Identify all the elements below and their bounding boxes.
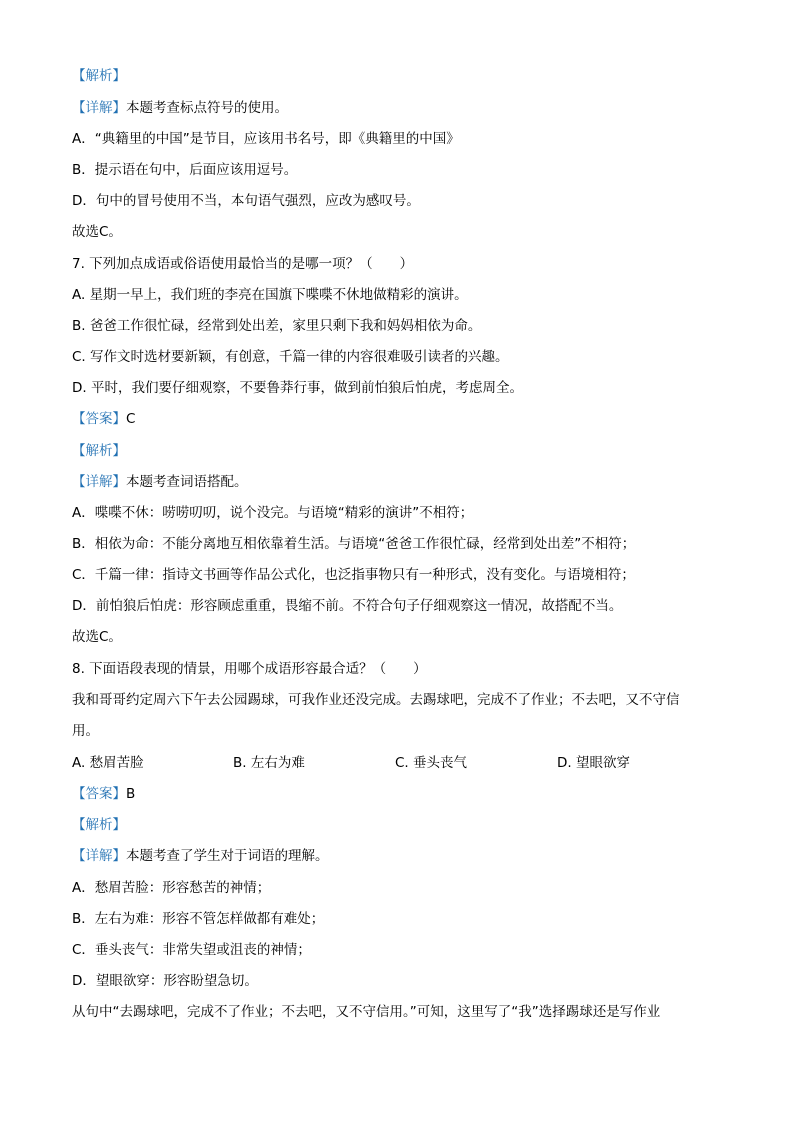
detail-line	[72, 846, 329, 866]
answer-line	[72, 784, 135, 804]
detail-label: 【详解】	[72, 100, 126, 116]
explanation-line: D．句中的冒号使用不当，本句语气强烈，应改为感叹号。	[72, 193, 420, 209]
explanation-line: C．千篇一律：指诗文书画等作品公式化，也泛指事物只有一种形式，没有变化。与语境相符；	[72, 567, 635, 583]
explanation-line: A．“典籍里的中国”是节目，应该用书名号，即《典籍里的中国》	[72, 131, 460, 147]
conclusion: 故选C。	[72, 629, 122, 645]
detail-label: 【详解】	[72, 848, 126, 864]
option-b: B. 左右为难	[233, 755, 305, 771]
conclusion: 故选C。	[72, 224, 122, 240]
answer-value: B	[126, 786, 136, 802]
option-a: A. 星期一早上，我们班的李亮在国旗下喋喋不休地做精彩的演讲。	[72, 287, 468, 303]
option-b: B. 爸爸工作很忙碌，经常到处出差，家里只剩下我和妈妈相依为命。	[72, 318, 482, 334]
question-7: 7. 下列加点成语或俗语使用最恰当的是哪一项？（ ）	[72, 256, 414, 272]
option-c: C. 写作文时选材要新颖，有创意，千篇一律的内容很难吸引读者的兴趣。	[72, 349, 509, 365]
detail-line	[72, 98, 288, 118]
analysis-tag: 【解析】	[72, 443, 126, 459]
explanation-line: B．提示语在句中，后面应该用逗号。	[72, 162, 298, 178]
option-d: D. 平时，我们要仔细观察，不要鲁莽行事，做到前怕狼后怕虎，考虑周全。	[72, 380, 523, 396]
passage-line: 我和哥哥约定周六下午去公园踢球，可我作业还没完成。去踢球吧，完成不了作业；不去吧，又不守信	[72, 692, 680, 708]
passage-line: 用。	[72, 723, 99, 739]
detail-line	[72, 472, 248, 492]
option-d: D. 望眼欲穿	[557, 755, 630, 771]
explanation-line: B．相依为命：不能分离地互相依靠着生活。与语境“爸爸工作很忙碌，经常到处出差”不相符；	[72, 536, 636, 552]
question-8: 8. 下面语段表现的情景，用哪个成语形容最合适？（ ）	[72, 661, 427, 677]
explanation-line: D．前怕狼后怕虎：形容顾虑重重，畏缩不前。不符合句子仔细观察这一情况，故搭配不当。	[72, 598, 623, 614]
analysis-tag: 【解析】	[72, 68, 126, 84]
answer-tag: 【答案】	[72, 786, 126, 802]
explanation-line: D．望眼欲穿：形容盼望急切。	[72, 973, 258, 989]
analysis-tag: 【解析】	[72, 817, 126, 833]
detail-text: 本题考查了学生对于词语的理解。	[126, 848, 329, 864]
explanation-line: A．愁眉苦脸：形容愁苦的神情；	[72, 880, 271, 896]
detail-label: 【详解】	[72, 474, 126, 490]
explanation-line: A．喋喋不休：唠唠叨叨，说个没完。与语境“精彩的演讲”不相符；	[72, 505, 474, 521]
reasoning-line: 从句中“去踢球吧，完成不了作业；不去吧，又不守信用。”可知，这里写了“我”选择踢球还是写作业	[72, 1004, 661, 1020]
option-c: C. 垂头丧气	[395, 755, 468, 771]
detail-text: 本题考查词语搭配。	[126, 474, 248, 490]
explanation-line: C．垂头丧气：非常失望或沮丧的神情；	[72, 942, 311, 958]
option-a: A. 愁眉苦脸	[72, 755, 144, 771]
answer-value: C	[126, 411, 136, 427]
detail-text: 本题考查标点符号的使用。	[126, 100, 288, 116]
answer-line	[72, 409, 135, 429]
explanation-line: B．左右为难：形容不管怎样做都有难处；	[72, 911, 325, 927]
answer-tag: 【答案】	[72, 411, 126, 427]
